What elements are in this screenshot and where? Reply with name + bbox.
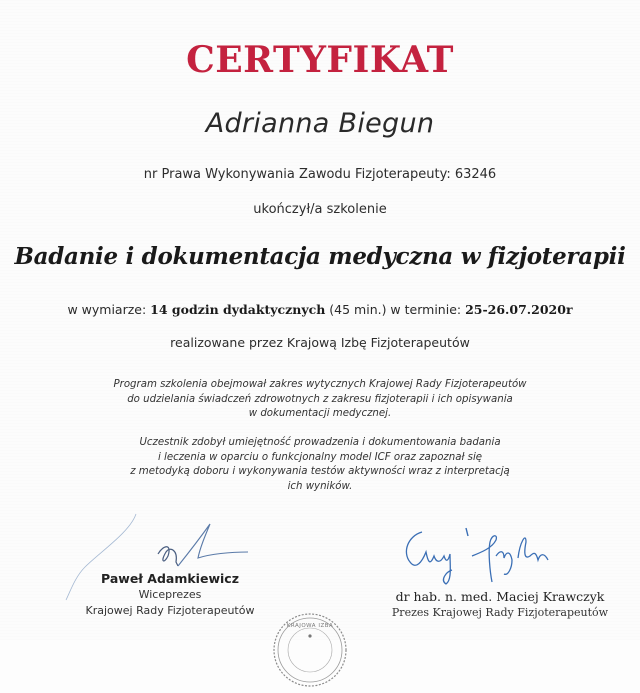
program-paragraph xyxy=(0,378,640,422)
license-number: nr Prawa Wykonywania Zawodu Fizjoterapeuty: 63246 xyxy=(143,167,497,182)
signature-right-icon xyxy=(400,522,580,592)
skills-line: z metodyką doboru i wykonywania testów aktywności wraz z interpretacją xyxy=(130,466,510,477)
scope-minutes: (45 min.) w terminie: xyxy=(325,302,466,317)
scope-hours: 14 godzin dydaktycznych xyxy=(150,302,326,317)
signer-left-role: Wiceprezes xyxy=(138,588,202,601)
program-line: Program szkolenia obejmował zakres wytycznych Krajowej Rady Fizjoterapeutów xyxy=(113,379,527,390)
completed-label: ukończył/a szkolenie xyxy=(253,202,387,217)
course-scope xyxy=(0,301,640,319)
certificate-title: CERTYFIKAT xyxy=(186,39,454,81)
skills-line: i leczenia w oparciu o funkcjonalny model ICF oraz zapoznał się xyxy=(157,451,483,463)
signature-block-left xyxy=(80,570,260,619)
signer-left-organization: Krajowej Rady Fizjoterapeutów xyxy=(85,604,255,617)
scope-prefix: w wymiarze: xyxy=(67,302,151,317)
program-line: w dokumentacji medycznej. xyxy=(248,408,392,419)
skills-paragraph xyxy=(0,436,640,494)
skills-line: ich wyników. xyxy=(287,480,353,492)
scope-dates: 25-26.07.2020r xyxy=(465,302,573,317)
seal-text: KRAJOWA IZBA xyxy=(286,623,334,629)
seal-stamp xyxy=(272,612,348,688)
signature-block-right xyxy=(380,588,620,621)
organizer-line: realizowane przez Krajową Izbę Fizjoterapeutów xyxy=(170,335,470,350)
recipient-name: Adrianna Biegun xyxy=(205,108,435,139)
signer-left-name: Paweł Adamkiewicz xyxy=(101,571,239,586)
signer-right-name: dr hab. n. med. Maciej Krawczyk xyxy=(395,589,605,604)
program-line: do udzielania świadczeń zdrowotnych z zakresu fizjoterapii i ich opisywania xyxy=(127,393,513,405)
skills-line: Uczestnik zdobył umiejętność prowadzenia i dokumentowania badania xyxy=(139,437,501,448)
signer-right-role: Prezes Krajowej Rady Fizjoterapeutów xyxy=(391,606,609,619)
course-title: Badanie i dokumentacja medyczna w fizjoterapii xyxy=(14,243,626,270)
